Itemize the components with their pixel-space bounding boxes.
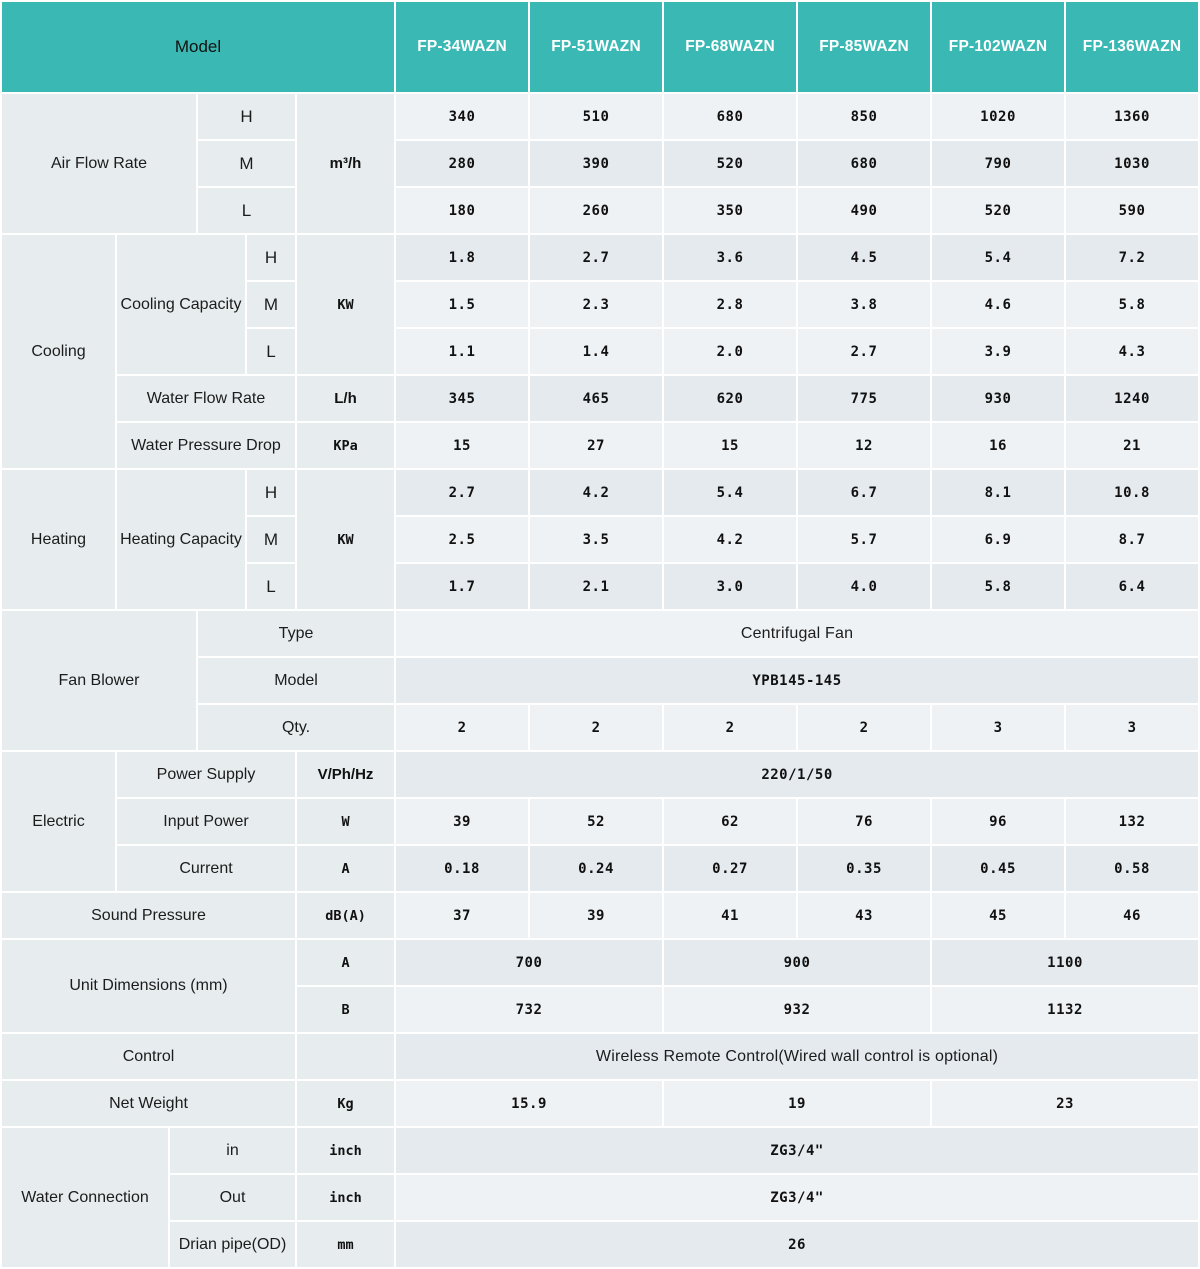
section-label-electric: Electric bbox=[1, 751, 116, 892]
value-cell: 2.0 bbox=[663, 328, 797, 375]
value-cell: 3.6 bbox=[663, 234, 797, 281]
unit-label: W bbox=[296, 798, 395, 845]
value-cell: 0.18 bbox=[395, 845, 529, 892]
speed-label: L bbox=[197, 187, 296, 234]
model-header-cell: Model bbox=[1, 1, 395, 93]
unit-label: inch bbox=[296, 1127, 395, 1174]
value-cell: 23 bbox=[931, 1080, 1199, 1127]
value-cell: 680 bbox=[797, 140, 931, 187]
value-cell: 790 bbox=[931, 140, 1065, 187]
unit-label: dB(A) bbox=[296, 892, 395, 939]
value-cell: 0.27 bbox=[663, 845, 797, 892]
table-row bbox=[1, 1127, 1199, 1174]
value-cell: 732 bbox=[395, 986, 663, 1033]
unit-label: mm bbox=[296, 1221, 395, 1268]
table-row bbox=[1, 1221, 1199, 1268]
table-row bbox=[1, 469, 1199, 516]
value-cell: 2.7 bbox=[529, 234, 663, 281]
sub-label-qty: Qty. bbox=[197, 704, 395, 751]
value-cell: 3 bbox=[931, 704, 1065, 751]
value-cell: 1.1 bbox=[395, 328, 529, 375]
value-cell: 4.5 bbox=[797, 234, 931, 281]
value-cell: 21 bbox=[1065, 422, 1199, 469]
sub-label-type: Type bbox=[197, 610, 395, 657]
table-row bbox=[1, 610, 1199, 657]
table-row bbox=[1, 422, 1199, 469]
section-label-cooling: Cooling bbox=[1, 234, 116, 469]
unit-label: Kg bbox=[296, 1080, 395, 1127]
value-cell: 2.8 bbox=[663, 281, 797, 328]
section-label-control: Control bbox=[1, 1033, 296, 1080]
value-cell: 0.24 bbox=[529, 845, 663, 892]
sub-label-out: Out bbox=[169, 1174, 296, 1221]
table-row bbox=[1, 939, 1199, 986]
value-cell: 12 bbox=[797, 422, 931, 469]
sub-label-heating-capacity: Heating Capacity bbox=[116, 469, 246, 610]
section-label-fan-blower: Fan Blower bbox=[1, 610, 197, 751]
value-cell: 3.0 bbox=[663, 563, 797, 610]
value-cell: 180 bbox=[395, 187, 529, 234]
dimension-label: A bbox=[296, 939, 395, 986]
table-row bbox=[1, 1033, 1199, 1080]
speed-label: L bbox=[246, 328, 296, 375]
value-cell: 340 bbox=[395, 93, 529, 140]
sub-label-cooling-capacity: Cooling Capacity bbox=[116, 234, 246, 375]
sub-label-input-power: Input Power bbox=[116, 798, 296, 845]
value-cell: 4.6 bbox=[931, 281, 1065, 328]
value-cell: 3.8 bbox=[797, 281, 931, 328]
value-cell: 2 bbox=[663, 704, 797, 751]
value-cell: 0.35 bbox=[797, 845, 931, 892]
value-cell: 680 bbox=[663, 93, 797, 140]
speed-label: H bbox=[246, 469, 296, 516]
value-cell: 280 bbox=[395, 140, 529, 187]
sub-label-water-flow-rate: Water Flow Rate bbox=[116, 375, 296, 422]
section-label-net-weight: Net Weight bbox=[1, 1080, 296, 1127]
model-column-header: FP-85WAZN bbox=[797, 1, 931, 93]
model-column-header: FP-102WAZN bbox=[931, 1, 1065, 93]
section-label-unit-dimensions: Unit Dimensions (mm) bbox=[1, 939, 296, 1033]
value-cell: 850 bbox=[797, 93, 931, 140]
value-cell: 4.3 bbox=[1065, 328, 1199, 375]
sub-label-model: Model bbox=[197, 657, 395, 704]
dimension-label: B bbox=[296, 986, 395, 1033]
table-row bbox=[1, 1174, 1199, 1221]
section-label-heating: Heating bbox=[1, 469, 116, 610]
value-cell: Centrifugal Fan bbox=[395, 610, 1199, 657]
value-cell: 15.9 bbox=[395, 1080, 663, 1127]
unit-label: inch bbox=[296, 1174, 395, 1221]
value-cell: 6.7 bbox=[797, 469, 931, 516]
value-cell: 1020 bbox=[931, 93, 1065, 140]
speed-label: H bbox=[197, 93, 296, 140]
value-cell: 37 bbox=[395, 892, 529, 939]
value-cell: 132 bbox=[1065, 798, 1199, 845]
sub-label-drain-pipe: Drian pipe(OD) bbox=[169, 1221, 296, 1268]
value-cell: 4.2 bbox=[529, 469, 663, 516]
model-column-header: FP-51WAZN bbox=[529, 1, 663, 93]
sub-label-power-supply: Power Supply bbox=[116, 751, 296, 798]
value-cell: 6.4 bbox=[1065, 563, 1199, 610]
value-cell: 220/1/50 bbox=[395, 751, 1199, 798]
section-label-air-flow-rate: Air Flow Rate bbox=[1, 93, 197, 234]
value-cell: 26 bbox=[395, 1221, 1199, 1268]
value-cell: 345 bbox=[395, 375, 529, 422]
value-cell: 0.45 bbox=[931, 845, 1065, 892]
value-cell: ZG3/4" bbox=[395, 1127, 1199, 1174]
value-cell: 7.2 bbox=[1065, 234, 1199, 281]
model-column-header: FP-68WAZN bbox=[663, 1, 797, 93]
value-cell: 930 bbox=[931, 375, 1065, 422]
value-cell: Wireless Remote Control(Wired wall control is optional) bbox=[395, 1033, 1199, 1080]
value-cell: 3.9 bbox=[931, 328, 1065, 375]
value-cell: 2 bbox=[395, 704, 529, 751]
value-cell: 8.1 bbox=[931, 469, 1065, 516]
value-cell: 2 bbox=[529, 704, 663, 751]
speed-label: L bbox=[246, 563, 296, 610]
header-row bbox=[1, 1, 1199, 93]
value-cell: 46 bbox=[1065, 892, 1199, 939]
unit-label: L/h bbox=[296, 375, 395, 422]
value-cell: 19 bbox=[663, 1080, 931, 1127]
unit-label: KW bbox=[296, 234, 395, 375]
value-cell: 490 bbox=[797, 187, 931, 234]
value-cell: 900 bbox=[663, 939, 931, 986]
value-cell: YPB145-145 bbox=[395, 657, 1199, 704]
value-cell: 260 bbox=[529, 187, 663, 234]
value-cell: 15 bbox=[663, 422, 797, 469]
value-cell: 520 bbox=[931, 187, 1065, 234]
value-cell: 5.7 bbox=[797, 516, 931, 563]
value-cell: 2.5 bbox=[395, 516, 529, 563]
table-row bbox=[1, 93, 1199, 140]
sub-label-water-pressure-drop: Water Pressure Drop bbox=[116, 422, 296, 469]
value-cell: 45 bbox=[931, 892, 1065, 939]
unit-label: A bbox=[296, 845, 395, 892]
unit-label-empty bbox=[296, 1033, 395, 1080]
value-cell: 6.9 bbox=[931, 516, 1065, 563]
table-row bbox=[1, 375, 1199, 422]
value-cell: 4.2 bbox=[663, 516, 797, 563]
value-cell: 350 bbox=[663, 187, 797, 234]
value-cell: 510 bbox=[529, 93, 663, 140]
table-row bbox=[1, 1080, 1199, 1127]
value-cell: 8.7 bbox=[1065, 516, 1199, 563]
value-cell: 15 bbox=[395, 422, 529, 469]
value-cell: 96 bbox=[931, 798, 1065, 845]
value-cell: 2.3 bbox=[529, 281, 663, 328]
unit-label: m³/h bbox=[296, 93, 395, 234]
speed-label: M bbox=[197, 140, 296, 187]
value-cell: 5.8 bbox=[931, 563, 1065, 610]
value-cell: 27 bbox=[529, 422, 663, 469]
value-cell: 76 bbox=[797, 798, 931, 845]
value-cell: 41 bbox=[663, 892, 797, 939]
unit-label: V/Ph/Hz bbox=[296, 751, 395, 798]
value-cell: 520 bbox=[663, 140, 797, 187]
section-label-water-connection: Water Connection bbox=[1, 1127, 169, 1268]
model-column-header: FP-136WAZN bbox=[1065, 1, 1199, 93]
value-cell: 620 bbox=[663, 375, 797, 422]
value-cell: 1100 bbox=[931, 939, 1199, 986]
table-row bbox=[1, 845, 1199, 892]
value-cell: 465 bbox=[529, 375, 663, 422]
value-cell: 1.7 bbox=[395, 563, 529, 610]
value-cell: 4.0 bbox=[797, 563, 931, 610]
speed-label: M bbox=[246, 516, 296, 563]
table-row bbox=[1, 892, 1199, 939]
value-cell: 2.7 bbox=[395, 469, 529, 516]
table-row bbox=[1, 798, 1199, 845]
value-cell: 932 bbox=[663, 986, 931, 1033]
value-cell: 390 bbox=[529, 140, 663, 187]
value-cell: 2 bbox=[797, 704, 931, 751]
value-cell: 1360 bbox=[1065, 93, 1199, 140]
value-cell: 1240 bbox=[1065, 375, 1199, 422]
value-cell: 1.5 bbox=[395, 281, 529, 328]
table-row bbox=[1, 751, 1199, 798]
value-cell: 1.8 bbox=[395, 234, 529, 281]
speed-label: H bbox=[246, 234, 296, 281]
value-cell: 1132 bbox=[931, 986, 1199, 1033]
value-cell: 1.4 bbox=[529, 328, 663, 375]
value-cell: 10.8 bbox=[1065, 469, 1199, 516]
value-cell: 5.4 bbox=[931, 234, 1065, 281]
value-cell: 39 bbox=[395, 798, 529, 845]
value-cell: ZG3/4" bbox=[395, 1174, 1199, 1221]
value-cell: 16 bbox=[931, 422, 1065, 469]
value-cell: 5.8 bbox=[1065, 281, 1199, 328]
table-row bbox=[1, 234, 1199, 281]
unit-label: KPa bbox=[296, 422, 395, 469]
value-cell: 43 bbox=[797, 892, 931, 939]
value-cell: 2.1 bbox=[529, 563, 663, 610]
speed-label: M bbox=[246, 281, 296, 328]
value-cell: 0.58 bbox=[1065, 845, 1199, 892]
section-label-sound-pressure: Sound Pressure bbox=[1, 892, 296, 939]
value-cell: 3.5 bbox=[529, 516, 663, 563]
value-cell: 590 bbox=[1065, 187, 1199, 234]
value-cell: 52 bbox=[529, 798, 663, 845]
value-cell: 39 bbox=[529, 892, 663, 939]
sub-label-current: Current bbox=[116, 845, 296, 892]
value-cell: 700 bbox=[395, 939, 663, 986]
value-cell: 1030 bbox=[1065, 140, 1199, 187]
unit-label: KW bbox=[296, 469, 395, 610]
value-cell: 3 bbox=[1065, 704, 1199, 751]
value-cell: 775 bbox=[797, 375, 931, 422]
value-cell: 2.7 bbox=[797, 328, 931, 375]
value-cell: 5.4 bbox=[663, 469, 797, 516]
value-cell: 62 bbox=[663, 798, 797, 845]
model-column-header: FP-34WAZN bbox=[395, 1, 529, 93]
sub-label-in: in bbox=[169, 1127, 296, 1174]
